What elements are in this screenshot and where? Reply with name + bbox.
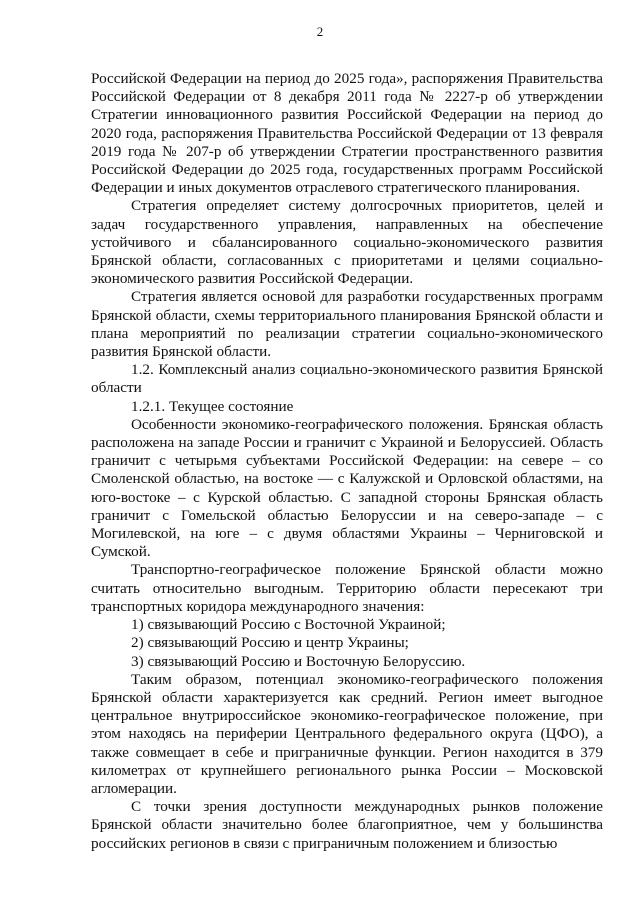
paragraph-continuation: Российской Федерации на период до 2025 года», распоряжения Правительства Российской Федерации от 8 декабря 2011 года № 2227-р об утверждении Стратегии инновационного развития Российской Федерации на период до 2020 года, распоряжения Правительства Российской Федерации от 13 февраля 2019 года № 207-р об утверждении Стратегии пространственного развития Российской Федерации до 2025 года, государственных программ Российской Федерации и иных документов отраслевого стратегического планирования. (91, 70, 603, 197)
document-body (91, 70, 603, 853)
section-heading-1-2-1: 1.2.1. Текущее состояние (131, 397, 294, 415)
section-heading-1-2: 1.2. Комплексный анализ социально-экономического развития Брянской области (91, 361, 603, 397)
paragraph-strategy-basis: Стратегия является основой для разработки государственных программ Брянской области, схемы территориального планирования Брянской области и плана мероприятий по реализации стратегии социально-экономического развития Брянской области. (91, 288, 603, 361)
list-item-corridor-1: 1) связывающий Россию с Восточной Украиной; (131, 616, 446, 634)
paragraph-market-access: С точки зрения доступности международных рынков положение Брянской области значительно более благоприятное, чем у большинства российских регионов в связи с приграничным положением и близостью (91, 798, 603, 852)
paragraph-geographic-position: Особенности экономико-географического положения. Брянская область расположена на западе России и граничит с Украиной и Белоруссией. Область граничит с четырьмя субъектами Российской Федерации: на севере – со Смоленской областью, на востоке — с Калужской и Орловской областями, на юго-востоке – с Курской областью. С западной стороны Брянская область граничит с Гомельской областью Белоруссии и на северо-западе – с Могилевской, на юге – с двумя областями Украины – Черниговской и Сумской. (91, 415, 603, 561)
list-item-corridor-2: 2) связывающий Россию и центр Украины; (131, 634, 409, 652)
paragraph-potential: Таким образом, потенциал экономико-географического положения Брянской области характеризуется как средний. Регион имеет выгодное центральное внутрироссийское экономико-географическое положение, при этом находясь на периферии Центрального федерального округа (ЦФО), а также совмещает в себе и приграничные функции. Регион находится в 379 километрах от крупнейшего регионального рынка России – Московской агломерации. (91, 670, 603, 797)
list-item-corridor-3: 3) связывающий Россию и Восточную Белоруссию. (131, 652, 466, 670)
page-number: 2 (316, 24, 324, 39)
paragraph-strategy-priorities: Стратегия определяет систему долгосрочных приоритетов, целей и задач государственного управления, направленных на обеспечение устойчивого и сбалансированного социально-экономического развития Брянской области, согласованных с приоритетами и целями социально-экономического развития Российской Федерации. (91, 197, 603, 288)
paragraph-transport-position: Транспортно-географическое положение Брянской области можно считать относительно выгодным. Территорию области пересекают три транспортных коридора международного значения: (91, 561, 603, 615)
